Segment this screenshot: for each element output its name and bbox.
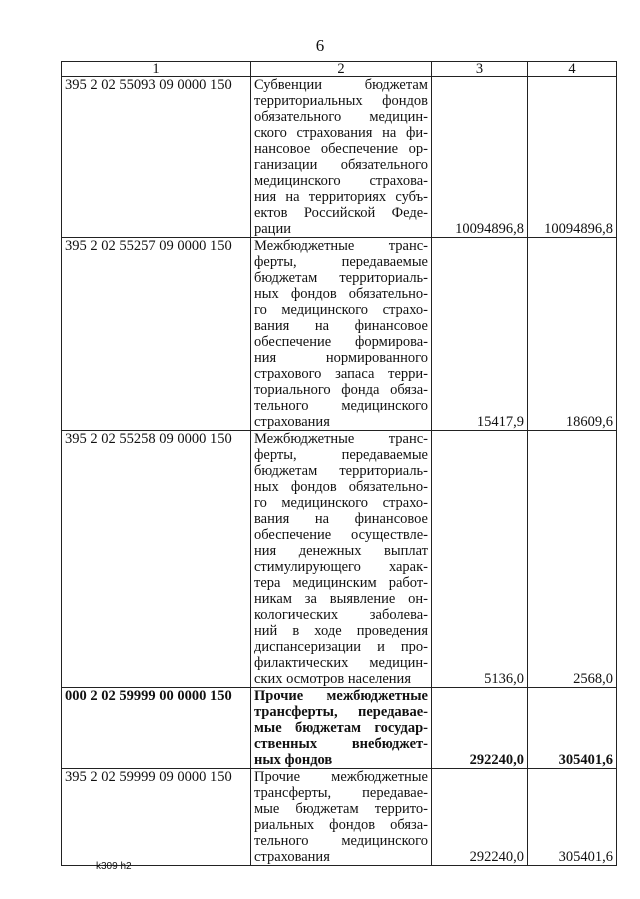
description-line: ных фондов обязательно- bbox=[254, 286, 428, 302]
description-line: ферты, передаваемые bbox=[254, 254, 428, 270]
description-line: тера медицинским работ- bbox=[254, 575, 428, 591]
description-line: никам за выявление он- bbox=[254, 591, 428, 607]
table-row bbox=[62, 77, 617, 238]
description-line: диспансеризации и про- bbox=[254, 639, 428, 655]
description-line: ских осмотров населения bbox=[254, 671, 411, 687]
row-col3-value: 15417,9 bbox=[432, 238, 528, 431]
description-line: ных фондов обязательно- bbox=[254, 479, 428, 495]
description-line: го медицинского страхо- bbox=[254, 495, 428, 511]
description-line: Прочие межбюджетные bbox=[254, 769, 428, 785]
row-col4-value: 305401,6 bbox=[528, 688, 617, 769]
budget-table bbox=[61, 61, 617, 866]
description-line: вания на финансовое bbox=[254, 318, 428, 334]
description-line: территориальных фондов bbox=[254, 93, 428, 109]
description-line: Межбюджетные транс- bbox=[254, 238, 428, 254]
description-line: ния на территориях субъ- bbox=[254, 189, 428, 205]
description-line: медицинского страхова- bbox=[254, 173, 428, 189]
description-line: ториального фонда обяза- bbox=[254, 382, 428, 398]
description-line: нансовое обеспечение ор- bbox=[254, 141, 428, 157]
description-line: страхования bbox=[254, 414, 330, 430]
description-line: ферты, передаваемые bbox=[254, 447, 428, 463]
page-number: 6 bbox=[315, 36, 325, 55]
description-line: ственных внебюджет- bbox=[254, 736, 428, 752]
row-col4-value: 10094896,8 bbox=[528, 77, 617, 238]
description-line: Субвенции бюджетам bbox=[254, 77, 428, 93]
description-line: мые бюджетам государ- bbox=[254, 720, 428, 736]
description-line: бюджетам территориаль- bbox=[254, 270, 428, 286]
row-col4-value: 18609,6 bbox=[528, 238, 617, 431]
description-line: ния денежных выплат bbox=[254, 543, 428, 559]
description-line: обеспечение формирова- bbox=[254, 334, 428, 350]
row-col3-value: 292240,0 bbox=[432, 769, 528, 866]
header-cell-2: 2 bbox=[251, 62, 432, 77]
table-header-row bbox=[62, 62, 617, 77]
row-code: 395 2 02 55258 09 0000 150 bbox=[62, 431, 251, 688]
description-line: Межбюджетные транс- bbox=[254, 431, 428, 447]
description-line: ний в ходе проведения bbox=[254, 623, 428, 639]
description-line: вания на финансовое bbox=[254, 511, 428, 527]
description-line: ных фондов bbox=[254, 752, 333, 768]
header-cell-4: 4 bbox=[528, 62, 617, 77]
description-line: страхового запаса терри- bbox=[254, 366, 428, 382]
description-line: го медицинского страхо- bbox=[254, 302, 428, 318]
description-line: риальных фондов обяза- bbox=[254, 817, 428, 833]
row-code: 395 2 02 55257 09 0000 150 bbox=[62, 238, 251, 431]
row-description bbox=[251, 769, 432, 866]
description-line: бюджетам территориаль- bbox=[254, 463, 428, 479]
row-description bbox=[251, 77, 432, 238]
description-line: стимулирующего харак- bbox=[254, 559, 428, 575]
row-description bbox=[251, 238, 432, 431]
description-line: кологических заболева- bbox=[254, 607, 428, 623]
description-line: трансферты, передавае- bbox=[254, 704, 428, 720]
row-col3-value: 5136,0 bbox=[432, 431, 528, 688]
header-cell-3: 3 bbox=[432, 62, 528, 77]
description-line: ганизации обязательного bbox=[254, 157, 428, 173]
description-line: рации bbox=[254, 221, 291, 237]
description-line: тельного медицинского bbox=[254, 833, 428, 849]
row-description bbox=[251, 431, 432, 688]
row-col4-value: 2568,0 bbox=[528, 431, 617, 688]
description-line: ектов Российской Феде- bbox=[254, 205, 428, 221]
table-row bbox=[62, 769, 617, 866]
row-description bbox=[251, 688, 432, 769]
header-cell-1: 1 bbox=[62, 62, 251, 77]
description-line: обеспечение осуществле- bbox=[254, 527, 428, 543]
table-row bbox=[62, 238, 617, 431]
description-line: страхования bbox=[254, 849, 330, 865]
row-code: 395 2 02 55093 09 0000 150 bbox=[62, 77, 251, 238]
description-line: филактических медицин- bbox=[254, 655, 428, 671]
description-line: трансферты, передавае- bbox=[254, 785, 428, 801]
row-code: 000 2 02 59999 00 0000 150 bbox=[62, 688, 251, 769]
description-line: мые бюджетам террито- bbox=[254, 801, 428, 817]
table-row bbox=[62, 688, 617, 769]
row-col3-value: 10094896,8 bbox=[432, 77, 528, 238]
footer-code: k309 h2 bbox=[96, 861, 132, 872]
description-line: тельного медицинского bbox=[254, 398, 428, 414]
description-line: Прочие межбюджетные bbox=[254, 688, 428, 704]
description-line: ского страхования на фи- bbox=[254, 125, 428, 141]
description-line: обязательного медицин- bbox=[254, 109, 428, 125]
row-col3-value: 292240,0 bbox=[432, 688, 528, 769]
table-row bbox=[62, 431, 617, 688]
row-col4-value: 305401,6 bbox=[528, 769, 617, 866]
row-code: 395 2 02 59999 09 0000 150 bbox=[62, 769, 251, 866]
description-line: ния нормированного bbox=[254, 350, 428, 366]
